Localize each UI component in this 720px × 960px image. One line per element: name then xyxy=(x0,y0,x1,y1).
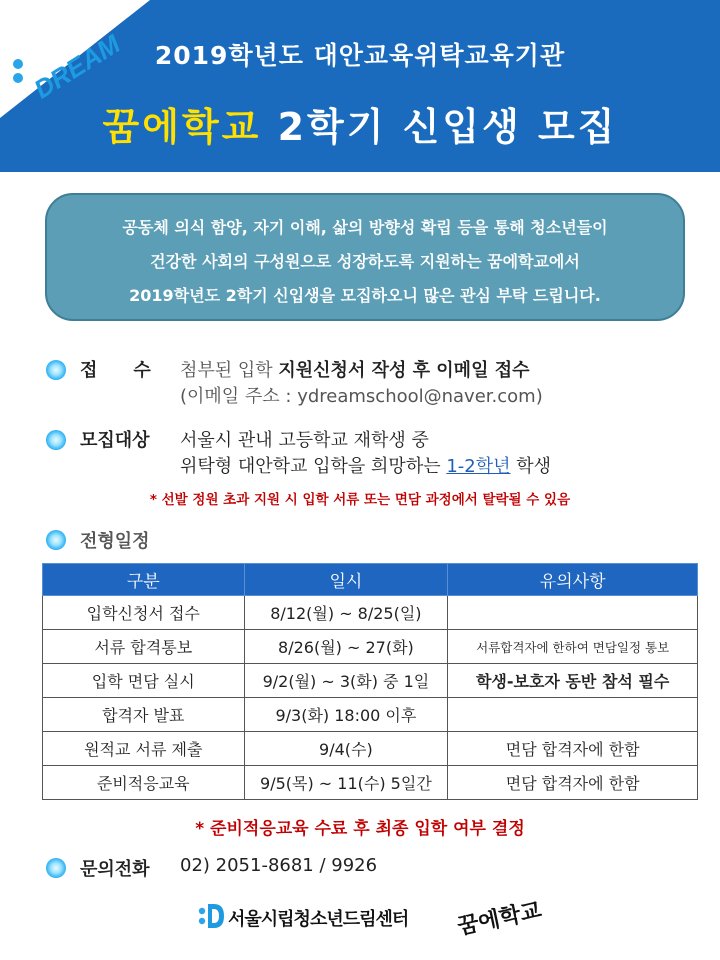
schedule-note: * 준비적응교육 수료 후 최종 입학 여부 결정 xyxy=(195,819,525,839)
table-cell: 서류합격자에 한하여 면담일정 통보 xyxy=(448,630,698,664)
table-cell xyxy=(448,596,698,630)
grade-link[interactable]: 1-2학년 xyxy=(446,456,511,477)
table-cell: 서류 합격통보 xyxy=(43,630,245,664)
page-title xyxy=(0,96,720,151)
intro-box xyxy=(45,193,685,321)
table-cell: 원적교 서류 제출 xyxy=(43,732,245,766)
table-cell: 9/2(월) ~ 3(화) 중 1일 xyxy=(244,664,448,698)
reception-plain: 첨부된 입학 xyxy=(180,360,279,381)
title-rest: 2학기 신입생 모집 xyxy=(261,105,618,149)
table-row xyxy=(43,596,698,630)
contact-label: 문의전화 xyxy=(80,859,150,880)
header-subtitle: 2019학년도 대안교육위탁교육기관 xyxy=(154,41,566,70)
table-row xyxy=(43,766,698,800)
schedule-label: 전형일정 xyxy=(80,531,150,552)
table-cell: 입학신청서 접수 xyxy=(43,596,245,630)
table-cell: 9/3(화) 18:00 이후 xyxy=(244,698,448,732)
schedule-table xyxy=(42,563,698,800)
bullet-icon xyxy=(46,530,66,550)
table-cell: 면담 합격자에 한함 xyxy=(448,766,698,800)
stamp-text: 꿈에학교 xyxy=(455,897,544,941)
title-highlight: 꿈에학교 xyxy=(102,105,262,149)
dream-center-logo-icon xyxy=(197,901,227,933)
table-cell: 9/5(목) ~ 11(수) 5일간 xyxy=(244,766,448,800)
target-line2-after: 학생 xyxy=(510,456,552,477)
table-cell: 합격자 발표 xyxy=(43,698,245,732)
table-cell: 준비적응교육 xyxy=(43,766,245,800)
table-header-cell: 일시 xyxy=(244,564,448,596)
reception-email: (이메일 주소 : ydreamschool@naver.com) xyxy=(180,386,543,407)
dream-logo-text: DREAM xyxy=(28,28,126,105)
target-label: 모집대상 xyxy=(80,430,150,451)
table-row xyxy=(43,630,698,664)
table-cell: 9/4(수) xyxy=(244,732,448,766)
table-cell: 면담 합격자에 한함 xyxy=(448,732,698,766)
bullet-icon xyxy=(46,360,66,380)
reception-text xyxy=(180,356,530,382)
footer-org-name: 서울시립청소년드림센터 xyxy=(228,909,409,930)
target-line2-before: 위탁형 대안학교 입학을 희망하는 xyxy=(180,456,447,477)
contact-phone: 02) 2051-8681 / 9926 xyxy=(180,855,378,876)
reception-bold: 지원신청서 작성 후 이메일 접수 xyxy=(278,360,530,381)
school-calligraphy-logo xyxy=(448,880,544,950)
target-line1: 서울시 관내 고등학교 재학생 중 xyxy=(180,430,429,451)
table-cell: 8/12(월) ~ 8/25(일) xyxy=(244,596,448,630)
table-header-cell: 유의사항 xyxy=(448,564,698,596)
bullet-icon xyxy=(46,430,66,450)
bullet-icon xyxy=(46,858,66,878)
table-row xyxy=(43,698,698,732)
target-line2 xyxy=(180,452,551,478)
table-cell: 학생-보호자 동반 참석 필수 xyxy=(448,664,698,698)
table-header-row xyxy=(43,564,698,596)
intro-line: 공동체 의식 함양, 자기 이해, 삶의 방향성 확립 등을 통해 청소년들이 xyxy=(122,218,608,237)
table-cell: 입학 면담 실시 xyxy=(43,664,245,698)
table-cell xyxy=(448,698,698,732)
table-row xyxy=(43,664,698,698)
reception-label: 접 수 xyxy=(80,360,151,381)
target-note: * 선발 정원 초과 지원 시 입학 서류 또는 면담 과정에서 탈락될 수 있음 xyxy=(149,492,571,508)
table-cell: 8/26(월) ~ 27(화) xyxy=(244,630,448,664)
intro-line: 건강한 사회의 구성원으로 성장하도록 지원하는 꿈에학교에서 xyxy=(150,252,580,271)
table-row xyxy=(43,732,698,766)
table-header-cell: 구분 xyxy=(43,564,245,596)
intro-line: 2019학년도 2학기 신입생을 모집하오니 많은 관심 부탁 드립니다. xyxy=(129,286,601,305)
